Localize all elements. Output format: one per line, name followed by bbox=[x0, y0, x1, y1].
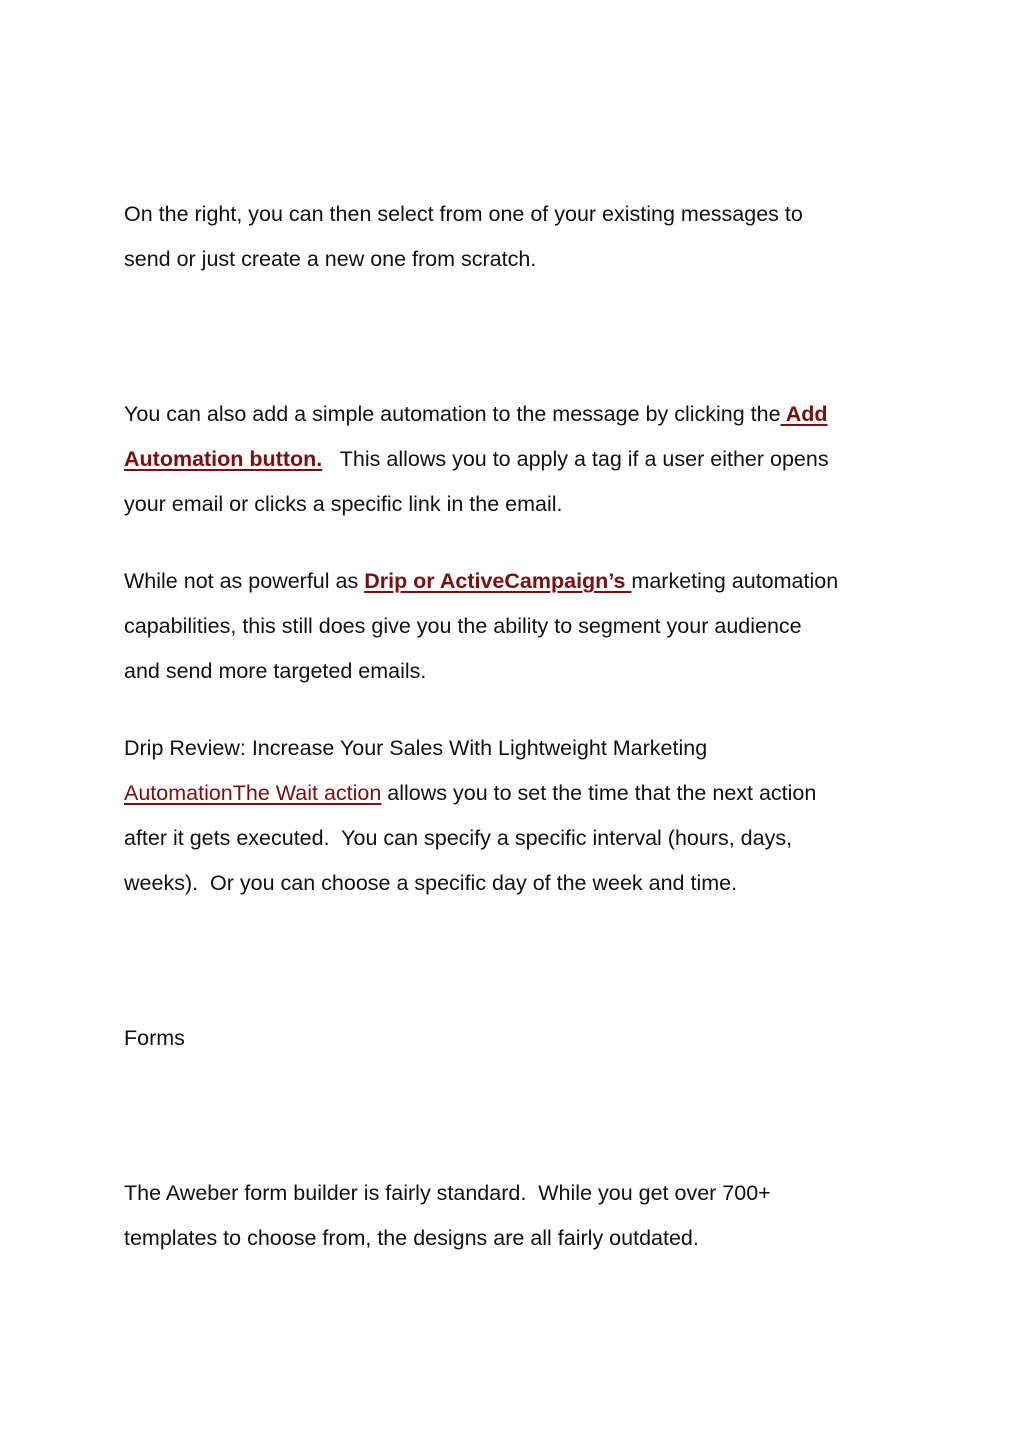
text-line: templates to choose from, the designs are all fairly outdated. bbox=[124, 1226, 699, 1250]
text-segment: allows you to set the time that the next action bbox=[381, 781, 817, 805]
add-automation-link[interactable]: Add bbox=[780, 402, 828, 426]
text-line: weeks). Or you can choose a specific day of the week and time. bbox=[124, 871, 738, 895]
text-line bbox=[124, 771, 914, 816]
text-line: and send more targeted emails. bbox=[124, 659, 427, 683]
text-line: capabilities, this still does give you the ability to segment your audience bbox=[124, 614, 802, 638]
text-line: On the right, you can then select from one of your existing messages to bbox=[124, 202, 803, 226]
text-line: after it gets executed. You can specify a specific interval (hours, days, bbox=[124, 826, 793, 850]
section-heading-forms bbox=[124, 1016, 914, 1061]
paragraph-form-builder bbox=[124, 1171, 914, 1261]
text-segment: While not as powerful as bbox=[124, 569, 365, 593]
text-line bbox=[124, 392, 914, 437]
heading-text: Forms bbox=[124, 1026, 185, 1050]
text-segment: You can also add a simple automation to the message by clicking the bbox=[124, 402, 781, 426]
text-line: Drip Review: Increase Your Sales With Lightweight Marketing bbox=[124, 736, 708, 760]
paragraph-add-automation bbox=[124, 392, 914, 527]
paragraph-wait-action bbox=[124, 726, 914, 906]
text-line bbox=[124, 437, 914, 482]
text-line: The Aweber form builder is fairly standard. While you get over 700+ bbox=[124, 1181, 771, 1205]
text-segment: marketing automation bbox=[631, 569, 839, 593]
drip-activecampaign-link[interactable]: Drip or ActiveCampaign’s bbox=[364, 569, 632, 593]
add-automation-link-continued[interactable]: Automation button. bbox=[124, 447, 323, 471]
text-line: send or just create a new one from scratch. bbox=[124, 247, 537, 271]
paragraph-select-message bbox=[124, 192, 914, 282]
text-line bbox=[124, 559, 914, 604]
wait-action-link[interactable]: AutomationThe Wait action bbox=[124, 781, 382, 805]
paragraph-comparison bbox=[124, 559, 914, 694]
text-line: your email or clicks a specific link in the email. bbox=[124, 492, 563, 516]
text-segment: This allows you to apply a tag if a user either opens bbox=[322, 447, 829, 471]
